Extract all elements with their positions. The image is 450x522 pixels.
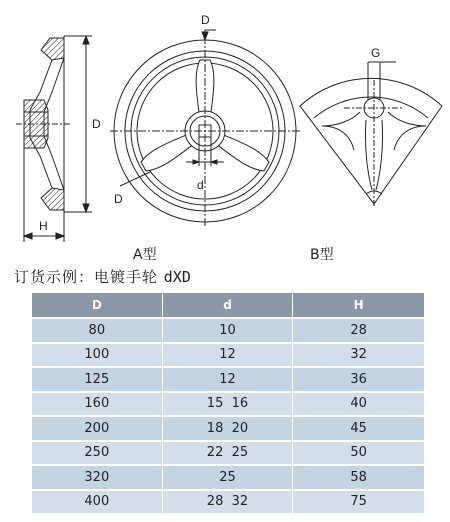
dim-label-d: d [197, 178, 204, 192]
dim-label-D-lower: D [114, 192, 123, 206]
order-example-code: dXD [163, 268, 191, 286]
dim-label-D-side: D [92, 117, 101, 131]
table-cell: 50 [293, 442, 424, 465]
partial-view-b [300, 62, 442, 206]
caption-type-a: A型 [133, 247, 157, 263]
table-cell: 18 20 [163, 417, 294, 440]
table-row [32, 442, 424, 465]
table-cell: 75 [293, 491, 424, 514]
table-cell: 200 [32, 417, 163, 440]
table-cell: 40 [293, 393, 424, 416]
table-cell: 125 [32, 368, 163, 391]
table-cell: 28 [293, 319, 424, 342]
dim-label-H: H [39, 219, 48, 233]
table-cell: 250 [32, 442, 163, 465]
table-row [32, 368, 424, 391]
caption-type-b: B型 [310, 247, 334, 263]
table-cell: 320 [32, 466, 163, 489]
table-cell: 22 25 [163, 442, 294, 465]
table-cell: 58 [293, 466, 424, 489]
table-cell: 32 [293, 344, 424, 367]
table-cell: 10 [163, 319, 294, 342]
table-header-row [32, 293, 424, 317]
column-header-D: D [32, 293, 163, 317]
table-row [32, 344, 424, 367]
table-row [32, 393, 424, 416]
table-body [32, 319, 424, 513]
table-cell: 45 [293, 417, 424, 440]
table-cell: 25 [163, 466, 294, 489]
table-cell: 100 [32, 344, 163, 367]
spec-table [32, 291, 424, 515]
order-example [14, 266, 191, 287]
table-cell: 15 16 [163, 393, 294, 416]
table-cell: 12 [163, 344, 294, 367]
table-cell: 80 [32, 319, 163, 342]
side-section-view [16, 36, 92, 242]
table-row [32, 491, 424, 514]
table-row [32, 466, 424, 489]
table-row [32, 417, 424, 440]
dim-label-G: G [371, 46, 381, 60]
table-row [32, 319, 424, 342]
front-view-a [110, 30, 300, 226]
table-cell: 28 32 [163, 491, 294, 514]
column-header-d: d [163, 293, 294, 317]
table-cell: 400 [32, 491, 163, 514]
column-header-H: H [293, 293, 424, 317]
table-cell: 12 [163, 368, 294, 391]
dim-label-D-top: D [201, 13, 210, 27]
order-example-prefix: 订货示例：电镀手轮 [14, 268, 164, 286]
table-cell: 160 [32, 393, 163, 416]
table-cell: 36 [293, 368, 424, 391]
